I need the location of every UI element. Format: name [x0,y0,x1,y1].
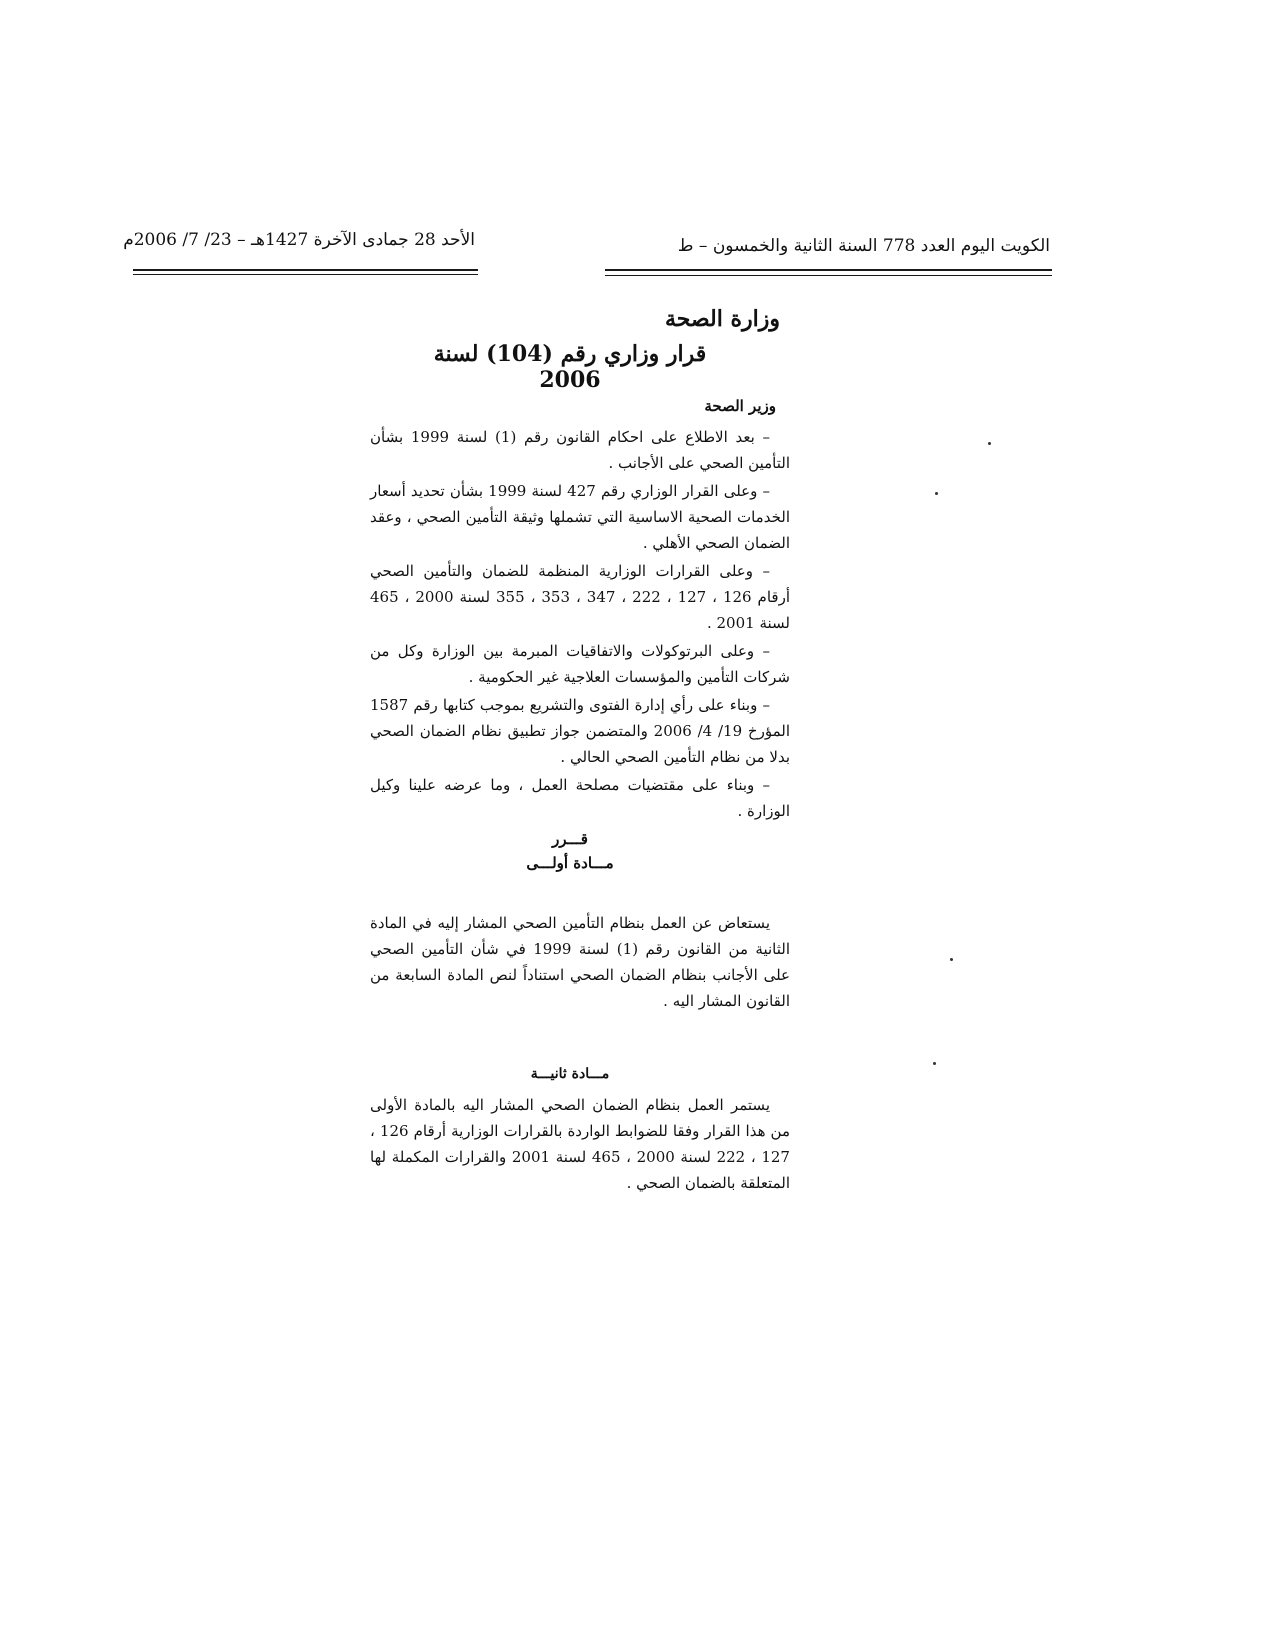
gazette-date-line: الأحد 28 جمادى الآخرة 1427هـ – 23/ 7/ 2006م [123,230,475,250]
issuer-title: وزير الصحة [704,397,776,415]
article-2-text: يستمر العمل بنظام الضمان الصحي المشار اليه بالمادة الأولى من هذا القرار وفقا للضوابط الواردة بالقرارات الوزارية أرقام 126 ، 127 ، 222 لسنة 2000 ، 465 لسنة 2001 والقرارات المكملة لها المتعلقة بالضمان الصحي . [370,1096,791,1192]
preamble-clause: – وعلى البرتوكولات والاتفاقيات المبرمة بين الوزارة وكل من شركات التأمين والمؤسسات العلاجية غير الحكومية . [370,642,790,686]
preamble-clause: – وبناء على رأي إدارة الفتوى والتشريع بموجب كتابها رقم 1587 المؤرخ 19/ 4/ 2006 والمتضمن جواز تطبيق نظام الضمان الصحي بدلا من نظام التأمين الصحي الحالي . [370,696,790,766]
header-rule [133,274,478,275]
preamble-clause: – بعد الاطلاع على احكام القانون رقم (1) لسنة 1999 بشأن التأمين الصحي على الأجانب . [370,428,790,472]
article-1-body [370,910,790,1014]
decided-heading: قـــرر [552,830,588,848]
ministry-name: وزارة الصحة [664,306,780,332]
article-2-body [370,1092,790,1196]
preamble-clause: – وبناء على مقتضيات مصلحة العمل ، وما عرضه علينا وكيل الوزارة . [370,776,790,820]
preamble [370,424,790,826]
scan-speck [988,442,991,445]
preamble-clause: – وعلى القرار الوزاري رقم 427 لسنة 1999 بشأن تحديد أسعار الخدمات الصحية الاساسية التي تشملها وثيقة التأمين الصحي ، وعقد الضمان الصحي الأهلي . [370,482,790,552]
article-1-heading: مـــادة أولـــى [526,854,614,872]
header-rule [605,275,1052,276]
header-rule [605,269,1052,271]
preamble-clause: – وعلى القرارات الوزارية المنظمة للضمان والتأمين الصحي أرقام 126 ، 127 ، 222 ، 347 ، 353 ، 355 لسنة 2000 ، 465 لسنة 2001 . [370,562,790,632]
header-rule [133,269,478,271]
scan-speck [935,492,938,495]
scan-speck [933,1062,936,1065]
scan-speck [950,958,953,961]
gazette-issue-line: الكويت اليوم العدد 778 السنة الثانية والخمسون – ط [677,236,1050,256]
article-2-heading: مـــادة ثانيـــة [530,1066,610,1082]
decision-title: قرار وزاري رقم (104) لسنة 2006 [433,341,707,393]
article-1-text: يستعاض عن العمل بنظام التأمين الصحي المشار إليه في المادة الثانية من القانون رقم (1) لسنة 1999 في شأن التأمين الصحي على الأجانب بنظام الضمان الصحي استناداً لنص المادة السابعة من القانون المشار اليه . [370,914,790,1010]
